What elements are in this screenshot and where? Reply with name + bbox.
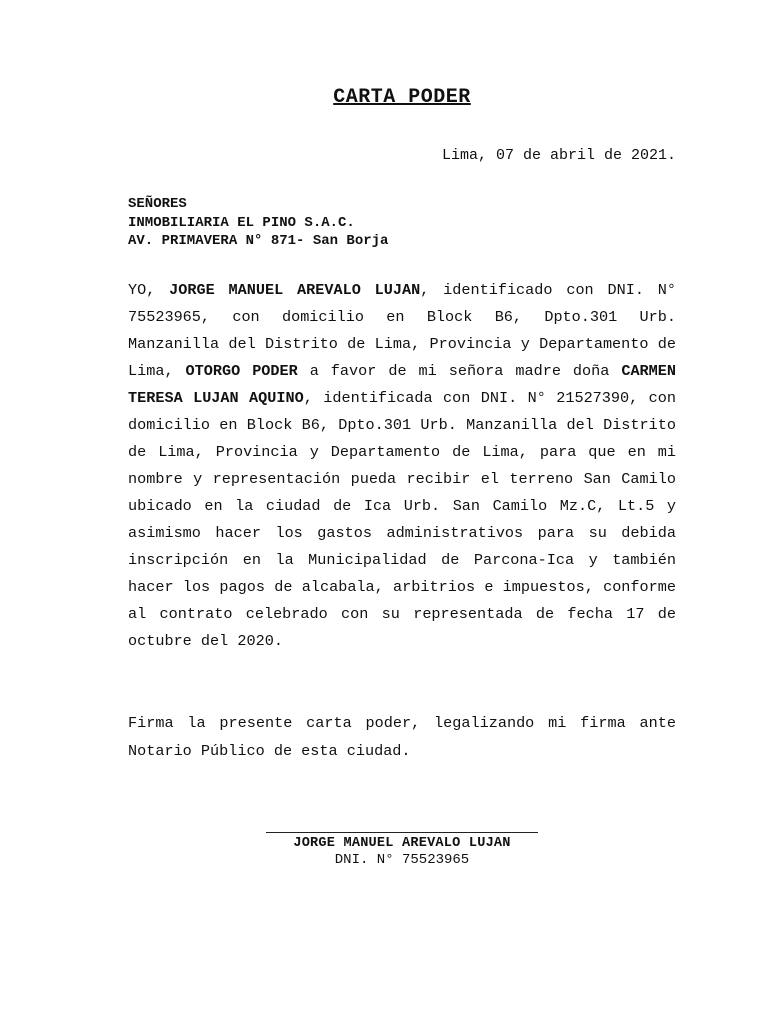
- grantee-name: CARMEN TERESA LUJAN AQUINO: [128, 362, 677, 407]
- grant-phrase: OTORGO PODER: [185, 362, 298, 380]
- body-text-segment: , identificada con DNI. N° 21527390, con domicilio en Block B6, Dpto.301 Urb. Manzanilla del Distrito de Lima, Provincia y Departamento de Lima, para que en mi nombre y representación pueda recibir el terreno San Camilo ubicado en la ciudad de Ica Urb. San Camilo Mz.C, Lt.5 y asimismo hacer los gastos administrativos para su debida inscripción en la Municipalidad de Parcona-Ica y también hacer los pagos de alcabala, arbitrios e impuestos, conforme al contrato celebrado con su representada de fecha 17 de octubre del 2020.: [128, 389, 676, 650]
- signature-block: [266, 832, 538, 868]
- addressee-address: AV. PRIMAVERA N° 871- San Borja: [128, 233, 389, 249]
- body-text-segment: YO,: [128, 281, 170, 299]
- addressee-block: [128, 195, 388, 251]
- signatory-dni: DNI. N° 75523965: [334, 852, 470, 868]
- addressee-company: INMOBILIARIA EL PINO S.A.C.: [128, 214, 355, 231]
- body-text-segment: a favor de mi señora madre doña: [297, 362, 622, 380]
- closing-paragraph: Firma la presente carta poder, legalizando mi firma ante Notario Público de esta ciudad.: [128, 714, 676, 760]
- body-paragraph: [128, 277, 676, 655]
- document-title: CARTA PODER: [333, 86, 471, 109]
- grantor-name: JORGE MANUEL AREVALO LUJAN: [169, 281, 421, 299]
- signature-line: [266, 832, 538, 833]
- signatory-name: JORGE MANUEL AREVALO LUJAN: [293, 836, 511, 851]
- date-line: Lima, 07 de abril de 2021.: [441, 147, 676, 164]
- body-text-segment: , identificado con DNI. N° 75523965, con domicilio en Block B6, Dpto.301 Urb. Manzanilla del Distrito de Lima, Provincia y Departamento de Lima,: [128, 281, 676, 380]
- addressee-line-1: SEÑORES: [128, 196, 187, 212]
